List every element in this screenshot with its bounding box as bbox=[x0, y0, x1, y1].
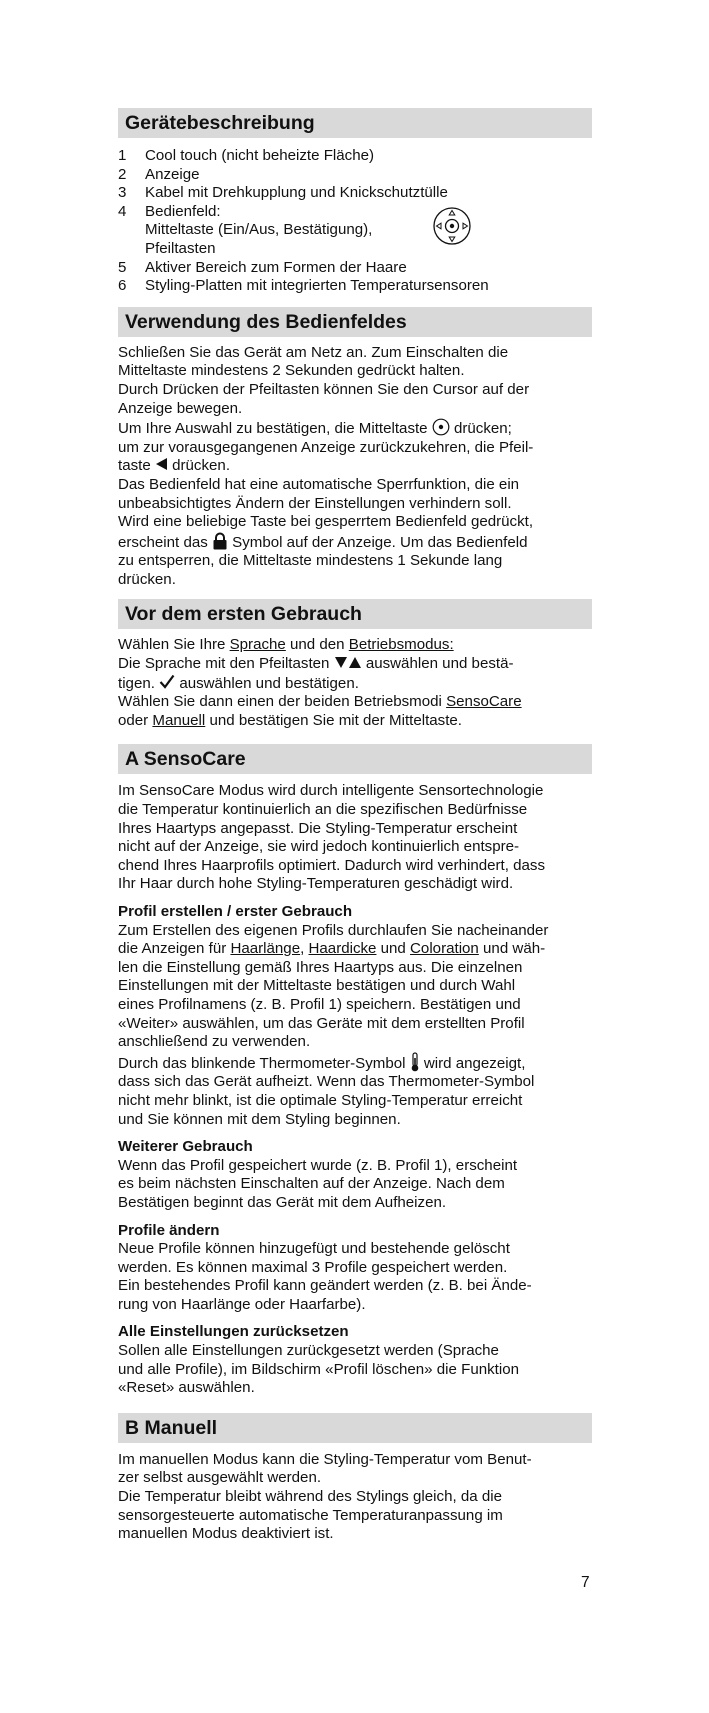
section-heading-erster-gebrauch: Vor dem ersten Gebrauch bbox=[118, 599, 592, 629]
section-heading-bedienfeld: Verwendung des Bedienfeldes bbox=[118, 307, 592, 337]
list-item: 5 Aktiver Bereich zum Formen der Haare bbox=[118, 258, 407, 276]
control-pad-icon bbox=[432, 206, 472, 246]
section-heading-geraetebeschreibung: Gerätebeschreibung bbox=[118, 108, 592, 138]
section-body-manuell: Im manuellen Modus kann die Styling-Temperatur vom Benut- zer selbst ausgewählt werden. Die Temperatur bleibt während des Stylings gleich, da die sensorgesteuerte automatische Temperaturanpassung im manuellen Modus deaktiviert ist. bbox=[118, 1450, 532, 1543]
list-item: 3 Kabel mit Drehkupplung und Knickschutztülle bbox=[118, 184, 448, 202]
section-body-sensocare: Im SensoCare Modus wird durch intelligente Sensortechnologie die Temperatur kontinuierlich an die spezifischen Bedürfnisse Ihres Haartyps angepasst. Die Styling-Temperatur erscheint nicht auf der Anzeige, sie wird jedoch kontinuierlich entspre- chend Ihres Haarprofils optimiert. Dadurch wird verhindert, dass Ihr Haar durch hohe Styling-Temperaturen geschädigt wird. Profil erstellen / erster Gebrauch Zum Erstellen des eigenen Profils durchlaufen Sie nacheinander die Anzeigen für Haarlänge, Haardicke und Coloration und wäh- len die Einstellung gemäß Ihres Haartyps aus. Die einzelnen Einstellungen mit der Mitteltaste bestätigen und durch Wahl eines Profilnamens (z. B. Profil 1) speichern. Bestätigen und «Weiter» auswählen, um das Geräte mit dem erstellten Profil anschließend zu verwenden. Durch das blinkende Thermometer-Symbol wird angezeigt, dass sich das Gerät aufheizt. Wenn das Thermometer-Symbol nicht mehr blinkt, ist die optimale Styling-Temperatur erreicht und Sie können mit dem Styling beginnen. Weiterer Gebrauch Wenn das Profil gespeichert wurde (z. B. Profil 1), erscheint es beim nächsten Einschalten auf der Anzeige. Nach dem Bestätigen beginnt das Gerät mit dem Aufheizen. Profile ändern Neue Profile können hinzugefügt und bestehende gelöscht werden. Es können maximal 3 Profile gespeichert werden. Ein bestehendes Profil kann geändert werden (z. B. bei Ände- rung von Haarlänge oder Haarfarbe). Alle Einstellungen zurücksetzen Sollen alle Einstellungen zurückgesetzt werden (Sprache und alle Profile), im Bildschirm «Profil löschen» die Funktion «Reset» auswählen. bbox=[118, 782, 592, 1397]
section-heading-sensocare: A SensoCare bbox=[118, 744, 592, 774]
center-button-icon bbox=[432, 418, 450, 436]
list-item: 6 Styling-Platten mit integrierten Temperatursensoren bbox=[118, 277, 489, 295]
thermometer-icon bbox=[410, 1052, 420, 1072]
checkmark-icon bbox=[159, 674, 175, 689]
parts-list bbox=[118, 147, 592, 296]
lock-icon bbox=[212, 532, 228, 550]
subheading-zuruecksetzen: Alle Einstellungen zurücksetzen bbox=[118, 1323, 349, 1341]
arrow-down-up-icon bbox=[334, 655, 362, 669]
section-heading-manuell: B Manuell bbox=[118, 1413, 592, 1443]
arrow-left-icon bbox=[155, 457, 168, 471]
list-item: 4 Bedienfeld: Mitteltaste (Ein/Aus, Bestätigung), Pfeiltasten bbox=[118, 202, 373, 257]
subheading-profil-erstellen: Profil erstellen / erster Gebrauch bbox=[118, 903, 353, 920]
list-item: 2 Anzeige bbox=[118, 165, 200, 183]
subheading-profile-aendern: Profile ändern bbox=[118, 1221, 220, 1239]
section-body-erster-gebrauch: Wählen Sie Ihre Sprache und den Betriebsmodus: Die Sprache mit den Pfeiltasten auswählen und bestä- tigen. auswählen und bestätigen. Wählen Sie dann einen der beiden Betriebsmodi SensoCare oder Manuell und bestätigen Sie mit der Mitteltaste. bbox=[118, 636, 522, 729]
page-number: 7 bbox=[581, 1574, 590, 1591]
list-item: 1 Cool touch (nicht beheizte Fläche) bbox=[118, 147, 375, 164]
section-body-bedienfeld: Schließen Sie das Gerät am Netz an. Zum Einschalten die Mitteltaste mindestens 2 Sekunden gedrückt halten. Durch Drücken der Pfeiltasten können Sie den Cursor auf der Anzeige bewegen. Um Ihre Auswahl zu bestätigen, die Mitteltaste drücken; um zur vorausgegangenen Anzeige zurückzukehren, die Pfeil- taste drücken. Das Bedienfeld hat eine automatische Sperrfunktion, die ein unbeabsichtigtes Ändern der Einstellungen verhindern soll. Wird eine beliebige Taste bei gesperrtem Bedienfeld gedrückt, erscheint das Symbol auf der Anzeige. Um das Bedienfeld zu entsperren, die Mitteltaste mindestens 1 Sekunde lang drücken. bbox=[118, 343, 534, 588]
subheading-weiterer-gebrauch: Weiterer Gebrauch bbox=[118, 1138, 253, 1156]
page-content bbox=[118, 108, 592, 1544]
